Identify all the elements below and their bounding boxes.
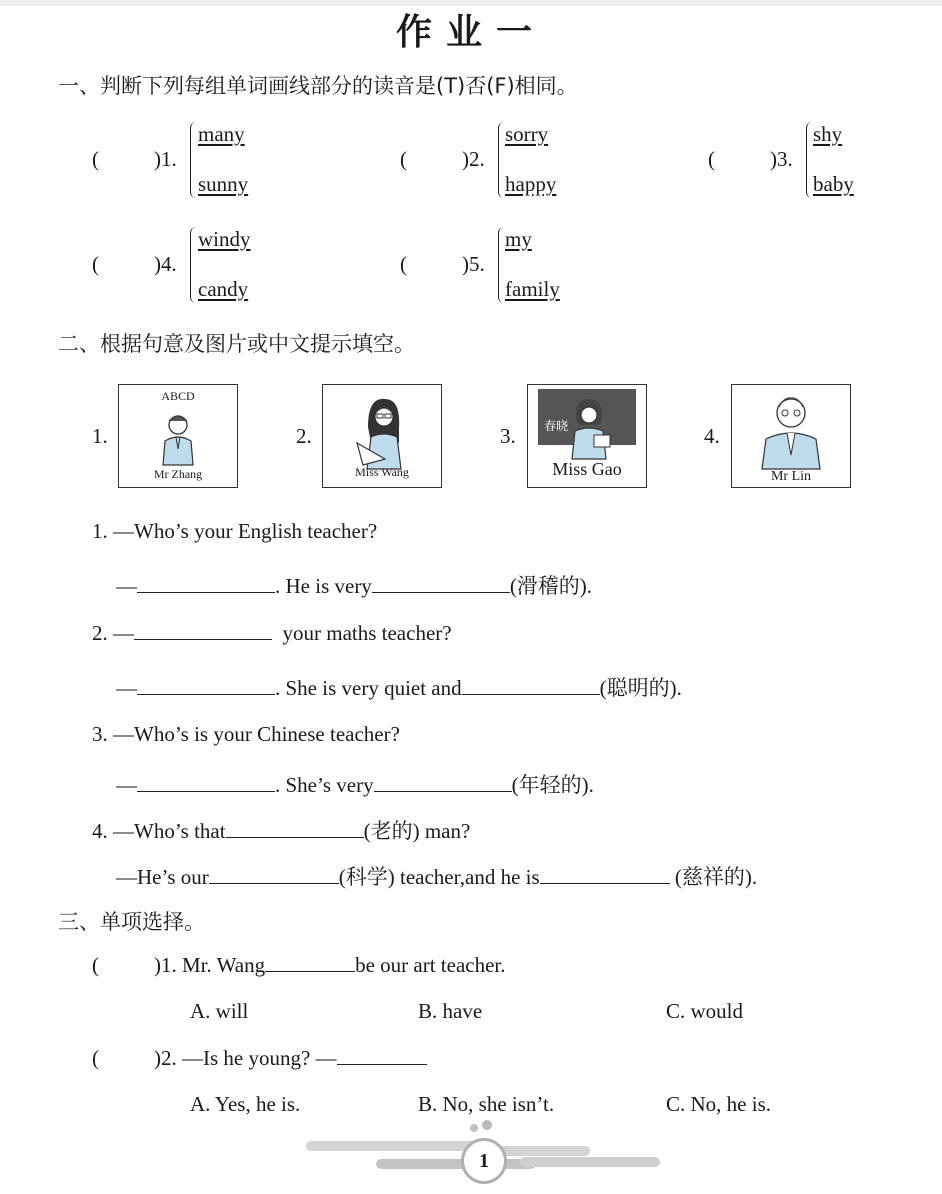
word: family bbox=[505, 277, 560, 301]
picture-caption: Mr Lin bbox=[770, 469, 812, 484]
option-c[interactable]: C. No, he is. bbox=[666, 1092, 771, 1116]
picture-miss-wang bbox=[322, 384, 442, 488]
blank-input[interactable] bbox=[209, 867, 339, 884]
footer-ornament bbox=[376, 1159, 536, 1169]
answer-paren[interactable]: ( bbox=[92, 252, 99, 276]
picture-mr-lin bbox=[731, 384, 851, 488]
item-number: )1. bbox=[154, 147, 177, 171]
item-number: )2. bbox=[462, 147, 485, 171]
answer-line bbox=[116, 672, 682, 702]
hint: (滑稽的). bbox=[509, 574, 593, 598]
question-line bbox=[92, 621, 452, 646]
text: )2. —Is he young? — bbox=[154, 1046, 337, 1070]
word: baby bbox=[813, 172, 854, 196]
option-a[interactable]: A. Yes, he is. bbox=[190, 1092, 301, 1116]
footer-ornament bbox=[306, 1141, 476, 1151]
word: candy bbox=[198, 277, 249, 301]
blackboard-text: ABCD bbox=[161, 389, 195, 403]
footer-ornament bbox=[520, 1157, 660, 1167]
choice-question bbox=[154, 1046, 427, 1071]
word: sorry bbox=[505, 122, 549, 146]
blank-input[interactable] bbox=[137, 775, 275, 792]
hint: (年轻的). bbox=[511, 773, 594, 797]
dash: — bbox=[116, 574, 137, 598]
word: happy bbox=[505, 172, 557, 196]
blank-input[interactable] bbox=[462, 678, 600, 695]
question-line: 3. —Who’s is your Chinese teacher? bbox=[92, 722, 400, 746]
section3-heading: 三、单项选择。 bbox=[58, 910, 205, 934]
page-number: 1 bbox=[461, 1138, 507, 1184]
blank-input[interactable] bbox=[137, 576, 275, 593]
blank-input[interactable] bbox=[372, 576, 510, 593]
item-number: )4. bbox=[154, 252, 177, 276]
answer-paren[interactable]: ( bbox=[400, 147, 407, 171]
answer-line bbox=[116, 570, 592, 600]
option-b[interactable]: B. have bbox=[418, 999, 483, 1023]
picture-miss-gao bbox=[527, 384, 647, 488]
picture-number: 1. bbox=[92, 424, 108, 448]
text: (老的) man? bbox=[363, 819, 471, 843]
picture-number: 3. bbox=[500, 424, 516, 448]
item-number: )3. bbox=[770, 147, 793, 171]
dash: — bbox=[116, 773, 137, 797]
text: . She is very quiet and bbox=[275, 676, 462, 700]
text: )1. Mr. Wang bbox=[154, 953, 266, 977]
option-c[interactable]: C. would bbox=[666, 999, 744, 1023]
blank-input[interactable] bbox=[374, 775, 512, 792]
picture-number: 2. bbox=[296, 424, 312, 448]
text: . She’s very bbox=[275, 773, 374, 797]
text: —He’s our bbox=[116, 865, 209, 889]
answer-line bbox=[116, 861, 757, 891]
blank-input[interactable] bbox=[540, 867, 670, 884]
blank-input[interactable] bbox=[337, 1048, 427, 1065]
option-a[interactable]: A. will bbox=[190, 999, 249, 1023]
word: windy bbox=[198, 227, 251, 251]
hint: (慈祥的). bbox=[674, 865, 758, 889]
choice-question bbox=[154, 953, 506, 978]
text: 2. — bbox=[92, 621, 134, 645]
picture-mr-zhang bbox=[118, 384, 238, 488]
word: my bbox=[505, 227, 532, 251]
page-title: 作业一 bbox=[395, 11, 546, 53]
text: 4. —Who’s that bbox=[92, 819, 226, 843]
picture-caption: Miss Gao bbox=[552, 459, 622, 479]
text: your maths teacher? bbox=[282, 621, 452, 645]
footer-dot bbox=[470, 1124, 478, 1132]
text: be our art teacher. bbox=[355, 953, 506, 977]
blank-input[interactable] bbox=[134, 623, 272, 640]
answer-paren[interactable]: ( bbox=[92, 147, 99, 171]
answer-paren[interactable]: ( bbox=[708, 147, 715, 171]
item-number: )5. bbox=[462, 252, 485, 276]
dash: — bbox=[116, 676, 137, 700]
option-b[interactable]: B. No, she isn’t. bbox=[418, 1092, 555, 1116]
blank-input[interactable] bbox=[226, 821, 364, 838]
footer-dot bbox=[482, 1120, 492, 1130]
answer-line bbox=[116, 769, 594, 799]
question-line: 1. —Who’s your English teacher? bbox=[92, 519, 378, 543]
hint: (聪明的). bbox=[599, 676, 682, 700]
picture-number: 4. bbox=[704, 424, 720, 448]
word: many bbox=[198, 122, 245, 146]
blank-input[interactable] bbox=[265, 955, 355, 972]
text: (科学) teacher,and he is bbox=[338, 865, 540, 889]
picture-caption: Mr Zhang bbox=[153, 467, 203, 481]
blackboard-text: 春晓 bbox=[544, 419, 569, 433]
answer-paren[interactable]: ( bbox=[92, 953, 99, 977]
text: . He is very bbox=[275, 574, 372, 598]
question-line bbox=[92, 815, 470, 845]
blank-input[interactable] bbox=[137, 678, 275, 695]
word: shy bbox=[813, 122, 843, 146]
picture-caption: Miss Wang bbox=[355, 465, 409, 479]
word: sunny bbox=[198, 172, 249, 196]
section2-heading: 二、根据句意及图片或中文提示填空。 bbox=[58, 332, 415, 356]
answer-paren[interactable]: ( bbox=[400, 252, 407, 276]
answer-paren[interactable]: ( bbox=[92, 1046, 99, 1070]
section1-heading: 一、判断下列每组单词画线部分的读音是(T)否(F)相同。 bbox=[58, 74, 578, 98]
